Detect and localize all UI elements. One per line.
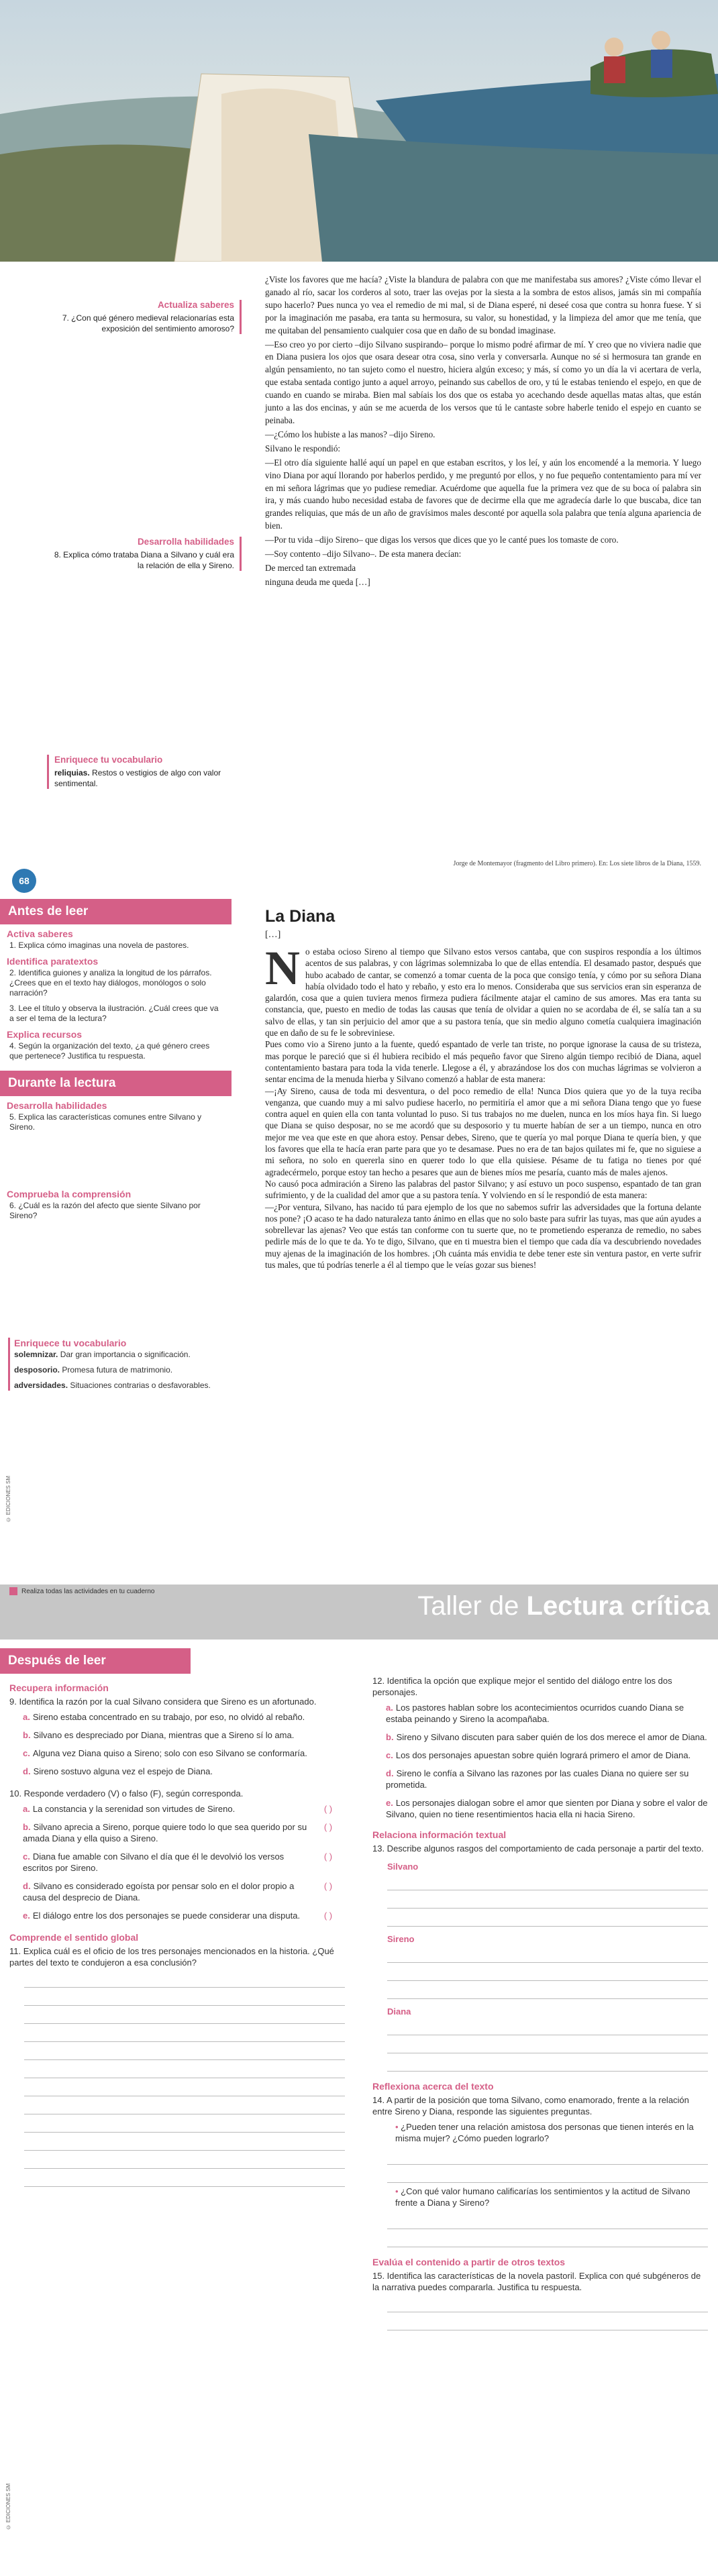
answer-line[interactable] [387,2214,708,2229]
answer-line[interactable] [24,1972,345,1988]
question-12: 12. Identifica la opción que explique mejor el sentido del diálogo entre los dos personajes. [372,1676,672,1697]
answer-line[interactable] [24,2045,345,2060]
option-text: La constancia y la serenidad son virtudes de Sireno. [32,1804,236,1814]
vocab-term: solemnizar. [14,1350,58,1359]
vocab-term: adversidades. [14,1381,68,1390]
question-3: 3. Lee el título y observa la ilustración. ¿Cuál crees que va a ser el tema de la lectura? [9,1004,219,1023]
paragraph: ¿Viste los favores que me hacía? ¿Viste la blandura de palabra con que me manifestaba sus amores? ¿Viste cómo llevar el ganado al río, sacar los corderos al soto, traer las ovejas por la siesta a la sombra de estos alisos, jamás sin mi compañía supo hacerlo? Pues nunca yo vea el remedio de mi mal, si de Diana esperé, ni deseé cosa que contra su honra fuese. Y si por la imaginación me pasaba, era tanta su hermosura, su valor, su honestidad, y la limpieza del amor que me tenía, que me quitaban del pensamiento cualquier cosa que en daño de su bondad imaginase. [265,274,701,335]
sidebar-heading: Enriquece tu vocabulario [54,755,163,765]
question-2: 2. Identifica guiones y analiza la longitud de los párrafos. ¿Crees que en el texto hay diálogos, monólogos o solo narración? [9,968,212,998]
banner-title-prefix: Taller de [417,1591,527,1621]
banner-title-strong: Lectura crítica [526,1591,710,1621]
drop-cap: N [265,941,300,995]
option-12d: d. Sireno le confía a Silvano las razones por las cuales Diana no quiere ser su prometida. [386,1768,689,1790]
option-text: El diálogo entre los dos personajes se puede considerar una disputa. [32,1911,301,1921]
ellipsis: […] [265,930,281,940]
sidebar-desarrolla [47,537,242,571]
vocab-definition: Restos o vestigios de algo con valor sentimental. [54,768,221,788]
answer-line[interactable] [24,2081,345,2096]
option-text: Diana fue amable con Silvano el día que él le devolvió los versos escritos por Sireno. [23,1851,285,1873]
option-12c: c. Los dos personajes apuestan sobre quién logrará primero el amor de Diana. [386,1750,691,1760]
paragraph: —¿Por ventura, Silvano, has nacido tú para ejemplo de los que no sabemos sufrir las adversidades que la fortuna delante nos pone? ¡O acaso te ha dado naturaleza tanto ánimo en ellas que no solo baste para sufrir las tuyas, mas que aún ayudes a sobrellevar las ajenas? Veo que estás tan conforme con tu suerte que, no te prometiendo esperanza de remedio, no sabes pedirle más de lo que te da. Yo te digo, Silvano, que en ti muestra bien el tiempo que cada día va descubriendo novedades muy ajenas de la imaginación de los hombres. ¡Oh cuánta más envidia te debe tener este sin ventura pastor, en verte sufrir tus males, que tú podrías tenerle a él al tiempo que le veías gozar sus bienes! [265,1201,701,1271]
citation: Jorge de Montemayor (fragmento del Libro primero). En: Los siete libros de la Diana, 1559. [453,860,701,867]
activities-right [372,1675,708,2333]
taller-banner [0,1585,718,1640]
label-evalua: Evalúa el contenido a partir de otros textos [372,2257,566,2267]
paragraph: Pues como vio a Sireno junto a la fuente, quedó espantado de verle tan triste, no porque ignorase la causa de su tristeza, mas porque le pareció que si él hubiera recibido el más pequeño favor que Sireno algún tiempo recibió de Diana, aquel contentamiento bastara para toda la vida tenerle. Llegose a él, y abrazándose los dos con muchas lágrimas se volvieron a sentar encima de la menuda hierba y Silvano comenzó a hablar de esta manera: [265,1039,701,1085]
verse-line: De merced tan extremada [265,562,356,573]
option-text: Los dos personajes apuestan sobre quién logrará primero el amor de Diana. [395,1750,691,1760]
paragraph: —El otro día siguiente hallé aquí un papel en que estaban escritos, y los leí, y aún los encomendé a la memoria. Y luego vino Diana por aquí llorando por haberlos perdido, y me preguntó por ellos, y no fue pequeño contentamiento para mí ver en mi señora lágrimas que yo pudiese remediar. Acuérdome que aquella fue la primera vez que de su boca oí palabra sin ira, y más cuando hubo necesidad estaba de favores que de decirme ella que me agradecía darle lo que buscaba, dice tan grandes reliquias, que más de un año de gravísimos males desconté por aquella sola palabra que tenía alguna apariencia de bien. [265,457,701,531]
answer-blank[interactable]: ( ) [323,1851,333,1862]
option-text: Silvano aprecia a Sireno, porque quiere todo lo que sea querido por su amada Diana y ella quiso a Sireno. [23,1822,307,1843]
answer-blank[interactable]: ( ) [323,1881,333,1891]
paragraph: Silvano le respondió: [265,443,341,453]
label-desarrolla-habilidades: Desarrolla habilidades [7,1100,107,1111]
vocab-def: Situaciones contrarias o desfavorables. [68,1381,211,1390]
answer-line[interactable] [387,2315,708,2330]
answer-line[interactable] [24,2171,345,2187]
answer-line[interactable] [24,2135,345,2151]
question-4: 4. Según la organización del texto, ¿a qué género crees que pertenece? Justifica tu respuesta. [9,1041,210,1061]
question-1: 1. Explica cómo imaginas una novela de pastores. [9,941,189,950]
answer-line[interactable] [387,2297,708,2312]
label-enriquece-vocabulario: Enriquece tu vocabulario [14,1338,127,1348]
sidebar-question: 7. ¿Con qué género medieval relacionarías esta exposición del sentimiento amoroso? [62,313,234,333]
answer-line[interactable] [24,2027,345,2042]
reading-title: La Diana [265,907,336,926]
option-text: Los personajes dialogan sobre el amor que sienten por Diana y sobre el valor de Silvano, quien no tiene resentimientos hacia ella ni hacia Sireno. [386,1798,708,1819]
option-12a: a. Los pastores hablan sobre los acontecimientos ocurridos cuando Diana se estaba peinando y Sireno la acompañaba. [386,1703,684,1724]
page-la-diana [0,899,718,1583]
activities-left [9,1678,345,2190]
tf-10a: a. La constancia y la serenidad son virtudes de Sireno. ( ) [23,1803,345,1815]
option-text: Sireno y Silvano discuten para saber quién de los dos merece el amor de Diana. [396,1732,707,1742]
option-12e: e. Los personajes dialogan sobre el amor que sienten por Diana y sobre el valor de Silvano, quien no tiene resentimientos hacia ella ni hacia Sireno. [386,1798,708,1819]
option-9a: a. Sireno estaba concentrado en su trabajo, por eso, no olvidó al rebaño. [23,1712,305,1722]
answer-line[interactable] [24,2153,345,2169]
answer-line[interactable] [387,1947,708,1963]
page-taller [0,1585,718,2576]
question-13: 13. Describe algunos rasgos del comportamiento de cada personaje a partir del texto. [372,1843,704,1854]
paragraph: —¿Cómo los hubiste a las manos? –dijo Sireno. [265,429,435,439]
label-sireno: Sireno [387,1934,415,1944]
label-silvano: Silvano [387,1862,419,1872]
answer-line[interactable] [387,1966,708,1981]
page-68 [0,0,718,896]
label-comprueba-comprension: Comprueba la comprensión [7,1189,132,1199]
paragraph: No causó poca admiración a Sireno las palabras del pastor Silvano; y así estuvo un poco suspenso, espantado de tan gran sufrimiento, y de la cualidad del amor que a su pastora tenía. Y volviendo en sí le respondió de esta manera: [265,1178,701,1201]
paragraph: —Soy contento –dijo Silvano–. De esta manera decían: [265,549,462,559]
tf-10b: b. Silvano aprecia a Sireno, porque quiere todo lo que sea querido por su amada Diana y ella quiso a Sireno. ( ) [23,1821,345,1844]
section-durante-la-lectura: Durante la lectura [0,1071,232,1096]
label-activa-saberes: Activa saberes [7,928,73,939]
answer-line[interactable] [387,2038,708,2053]
option-text: Silvano es considerado egoísta por pensar solo en el dolor propio a causa del desprecio de Diana. [23,1881,295,1902]
answer-line[interactable] [24,1990,345,2006]
vocab-def: Promesa futura de matrimonio. [60,1365,173,1375]
answer-blank[interactable]: ( ) [323,1822,333,1832]
question-14: 14. A partir de la posición que toma Silvano, como enamorado, frente a la relación entre Sireno y Diana, responde las siguientes preguntas. [372,2095,689,2116]
section-antes-de-leer: Antes de leer [0,899,232,924]
sidebar-actualiza [47,300,242,334]
verse-line: ninguna deuda me queda […] [265,576,370,587]
answer-blank[interactable]: ( ) [323,1804,333,1814]
tf-10e: e. El diálogo entre los dos personajes se puede considerar una disputa. ( ) [23,1910,345,1921]
page-number-badge: 68 [12,869,36,893]
answer-line[interactable] [387,2232,708,2247]
copyright-vertical: © EDICIONES SM [5,1476,11,1523]
tf-10d: d. Silvano es considerado egoísta por pensar solo en el dolor propio a causa del desprecio de Diana. ( ) [23,1880,345,1903]
sidebar-heading: Actualiza saberes [157,300,234,310]
copyright-vertical: © EDICIONES SM [5,2483,11,2530]
answer-line[interactable] [387,2056,708,2072]
vocab-term: desposorio. [14,1365,60,1375]
realiza-note [9,1587,154,1595]
paragraph: o estaba ocioso Sireno al tiempo que Silvano estos versos cantaba, que con suspiros respondía a los últimos acentos de sus palabras, y con lágrimas solemnizaba lo que de ellas entendía. El desamado pastor, después que hubo acabado de cantar, se comenzó a tomar cuenta de la poca que consigo tenía, y cómo por su señora Diana había olvidado todo el hato y rebaño, y esto era lo menos. Consideraba que sus servicios eran sin esperanza de galardón, cosa que a quien tuviera menos firmeza pudiera fácilmente atajar el camino de sus amores. Mas era tanta su constancia, que, puesto en medio de todas las causas que tenía de olvidar a quien no se acordaba de él, se salía tan a su salvo de ellas, y tan sin perjuicio del amor que a su pastora tenía, que sin medio alguno cometía cualquiera imaginación que en daño de su fe le sobreviniese. [265,947,701,1038]
sidebar-heading: Desarrolla habilidades [137,537,234,547]
sidebar-question: 8. Explica cómo trataba Diana a Silvano y cuál era la relación de ella y Sireno. [54,550,234,570]
bullet-14a: • ¿Pueden tener una relación amistosa dos personas que tienen interés en la misma mujer? ¿Cómo pueden lograrlo? [395,2121,708,2144]
option-text: Sireno le confía a Silvano las razones por las cuales Diana no quiere ser su prometida. [386,1768,689,1790]
option-9b: b. Silvano es despreciado por Diana, mientras que a Sireno sí lo ama. [23,1730,295,1740]
answer-line[interactable] [387,1893,708,1909]
notebook-icon [9,1587,17,1595]
bullet-14b: • ¿Con qué valor humano calificarías los sentimientos y la actitud de Silvano frente a Diana y Sireno? [395,2186,708,2208]
answer-line[interactable] [387,2149,708,2165]
answer-line[interactable] [387,1875,708,1890]
section-despues-de-leer: Después de leer [0,1648,191,1674]
label-recupera: Recupera información [9,1682,109,1693]
paragraph: —¡Ay Sireno, causa de toda mi desventura, o del poco remedio de ella! Nunca Dios quiera que yo de la tuya reciba venganza, que cuando muy a mi salvo pudiese hacerlo, no permitiría el amor que a mi señora Diana tengo que yo fuese contra aquel en quien ella con tanta voluntad lo puso. Si tus trabajos no me duelen, nunca en los míos haya fin. Si luego que Diana se quiso desposar, no se me acordó que su desposorio y tu muerte habían de ser a un tiempo, nunca en otro mejor me vea que este en que ahora estoy. Pensar debes, Sireno, que te quería yo mal porque Diana te quería bien, y que los favores que ella te hacía eran parte para que yo te desamase. Pues no era de tan bajos quilates mi fe, que no siguiese a mi señora, no solo en quererla sino en querer todo lo que ella quisiese. Pésame de tu fatiga no tienes por qué agradecérmelo, porque estoy tan hecho a pesares que aun de bienes míos me pesaría, cuanto más de males ajenos. [265,1085,701,1177]
question-15: 15. Identifica las características de la novela pastoril. Explica con qué subgéneros de la narrativa puedes compararla. Justifica tu respuesta. [372,2271,701,2292]
option-text: Los pastores hablan sobre los acontecimientos ocurridos cuando Diana se estaba peinando y Sireno la acompañaba. [386,1703,684,1724]
answer-line[interactable] [24,2099,345,2114]
paragraph: —Por tu vida –dijo Sireno– que digas los versos que dices que yo le canté pues los tomaste de coro. [265,535,619,545]
label-diana: Diana [387,2006,411,2017]
reading-text [265,941,701,1271]
answer-line[interactable] [24,2008,345,2024]
label-comprende: Comprende el sentido global [9,1932,139,1943]
option-9d: d. Sireno sostuvo alguna vez el espejo de Diana. [23,1766,213,1776]
option-12b: b. Sireno y Silvano discuten para saber quién de los dos merece el amor de Diana. [386,1732,707,1742]
answer-line[interactable] [24,2063,345,2078]
vocab-term: reliquias. [54,768,90,777]
label-identifica-paratextos: Identifica paratextos [7,956,99,967]
answer-line[interactable] [387,1911,708,1927]
activities-column [0,899,232,1576]
label-reflexiona: Reflexiona acerca del texto [372,2081,494,2092]
vocab-box [8,1338,232,1391]
option-9c: c. Alguna vez Diana quiso a Sireno; solo con eso Silvano se conformaría. [23,1748,307,1758]
label-relaciona: Relaciona información textual [372,1829,507,1840]
option-text: Alguna vez Diana quiso a Sireno; solo con eso Silvano se conformaría. [32,1748,307,1758]
answer-line[interactable] [387,2167,708,2183]
realiza-text: Realiza todas las actividades en tu cuaderno [21,1587,155,1595]
banner-title [417,1591,710,1621]
reading-text-continuation [265,274,701,590]
tf-10c: c. Diana fue amable con Silvano el día que él le devolvió los versos escritos por Sireno. ( ) [23,1851,345,1874]
question-5: 5. Explica las características comunes entre Silvano y Sireno. [9,1112,202,1132]
question-6: 6. ¿Cuál es la razón del afecto que siente Silvano por Sireno? [9,1201,201,1220]
answer-line[interactable] [24,2117,345,2133]
vocab-def: Dar gran importancia o significación. [58,1350,191,1359]
sidebar-vocabulario [47,755,242,789]
option-text: Silvano es despreciado por Diana, mientras que a Sireno sí lo ama. [33,1730,295,1740]
question-9: 9. Identifica la razón por la cual Silvano considera que Sireno es un afortunado. [9,1697,317,1707]
answer-line[interactable] [387,2020,708,2035]
question-11: 11. Explica cuál es el oficio de los tres personajes mencionados en la historia. ¿Qué partes del texto te condujeron a esa conclusión? [9,1946,334,1968]
answer-line[interactable] [387,1984,708,1999]
answer-blank[interactable]: ( ) [323,1911,333,1921]
label-explica-recursos: Explica recursos [7,1029,83,1040]
option-text: Sireno sostuvo alguna vez el espejo de Diana. [33,1766,213,1776]
paragraph: —Eso creo yo por cierto –dijo Silvano suspirando– porque lo mismo podré afirmar de mí. Y creo que no viviera nadie que en Diana pusiera los ojos que osara desear otra cosa, sino verla y conversarla. Aunque no sé si hermosura tan grande en algún pensamiento, no tan sujeto como el nuestro, hiciera algún exceso; y más, sí como yo un día la vi acertara de verla, que estaba sentada contigo junto a aquel arroyo, peinando sus cabellos de oro, y tú le estabas teniendo el espejo, en que de cuando en cuando se miraba. Bien mal sabíais los dos que os estaba yo acechando desde aquellas matas altas, que están junto a las dos encinas, y aún se me acuerda de los versos que tú le cantaste sobre haberle tenido el espejo en cuanto se peinaba. [265,339,701,425]
option-text: Sireno estaba concentrado en su trabajo, por eso, no olvidó al rebaño. [32,1712,305,1722]
question-10: 10. Responde verdadero (V) o falso (F), según corresponda. [9,1788,244,1799]
pastoral-illustration [0,0,718,262]
